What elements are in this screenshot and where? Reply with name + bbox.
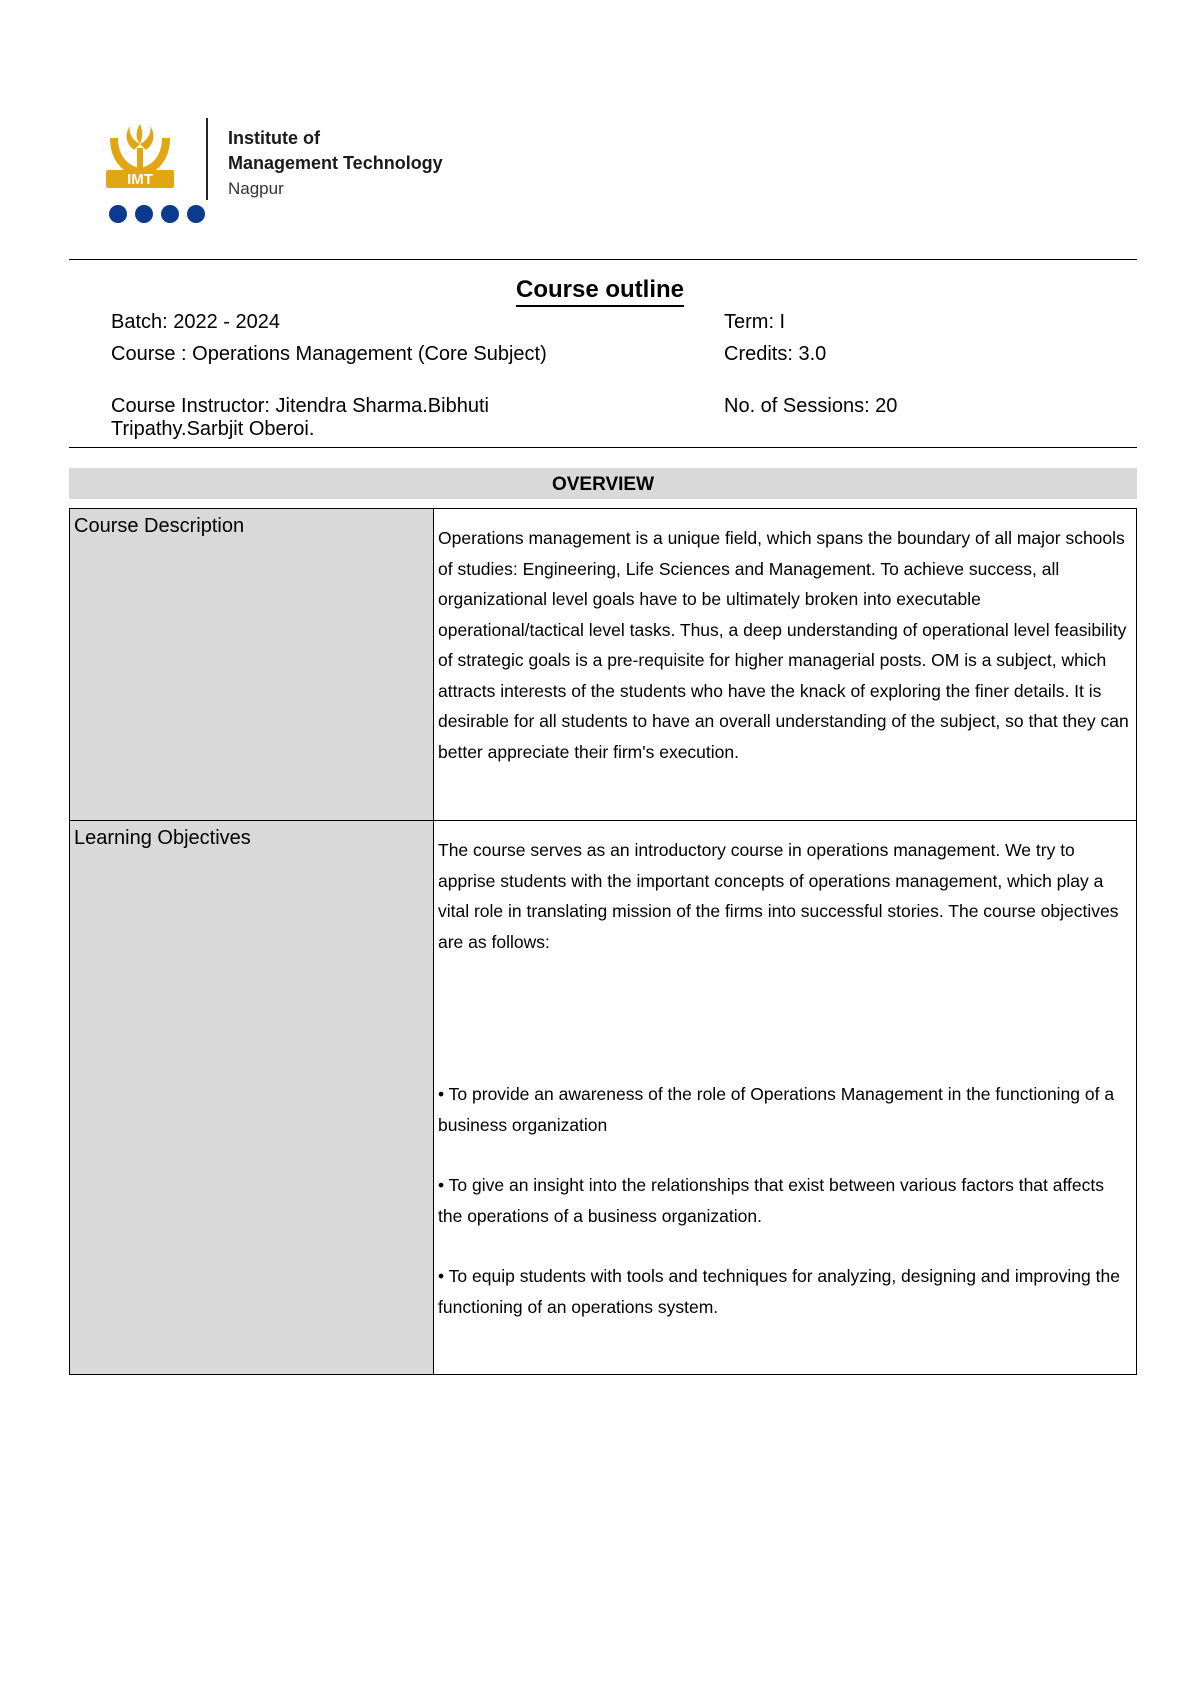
row-label-learning-objectives: Learning Objectives [70, 821, 434, 1375]
course-description-text [434, 509, 1137, 821]
logo-line-institute: Institute of [228, 128, 320, 148]
table-row [70, 509, 1137, 821]
logo-line-management: Management Technology [228, 153, 443, 173]
meta-bottom-rule [69, 447, 1137, 448]
meta-credits: Credits: 3.0 [724, 343, 827, 365]
logo-divider [206, 118, 208, 200]
meta-term: Term: I [724, 311, 786, 333]
institute-logo [104, 118, 504, 228]
spacer [438, 1231, 1130, 1261]
meta-sessions: No. of Sessions: 20 [724, 395, 898, 417]
learning-objectives-text [434, 821, 1137, 1375]
table-row [70, 821, 1137, 1375]
spacer [438, 1140, 1130, 1170]
logo-line-city: Nagpur [228, 179, 284, 198]
top-rule [69, 259, 1137, 260]
learning-objectives-intro: The course serves as an introductory course in operations management. We try to apprise students with the important concepts of operations management, which play a vital role in translating mission of the firms into successful stories. The course objectives are as follows: [438, 840, 1119, 952]
page-title-text: Course outline [516, 276, 684, 307]
overview-table [69, 508, 1137, 1375]
page-title [0, 276, 1200, 304]
meta-course: Course : Operations Management (Core Subject) [111, 343, 547, 365]
meta-instructor: Course Instructor: Jitendra Sharma.Bibhuti Tripathy.Sarbjit Oberoi. [111, 395, 489, 440]
spacer [438, 957, 1130, 1079]
overview-heading: OVERVIEW [69, 468, 1137, 499]
objective-bullet: • To equip students with tools and techniques for analyzing, designing and improving the functioning of an operations system. [438, 1266, 1120, 1317]
objective-bullet: • To give an insight into the relationships that exist between various factors that affects the operations of a business organization. [438, 1175, 1104, 1226]
logo-text [228, 126, 443, 201]
meta-batch: Batch: 2022 - 2024 [111, 311, 281, 333]
course-description-paragraph: Operations management is a unique field, which spans the boundary of all major schools of studies: Engineering, Life Sciences and Management. To achieve success, all organizational level goals have to be ultimately broken into executable operational/tactical level tasks. Thus, a deep understanding of operational level feasibility of strategic goals is a pre-requisite for higher managerial posts. OM is a subject, which attracts interests of the students who have the knack of exploring the finer details. It is desirable for all students to have an overall understanding of the subject, so that they can better appreciate their firm's execution. [438, 528, 1129, 762]
objective-bullet: • To provide an awareness of the role of Operations Management in the functioning of a business organization [438, 1084, 1115, 1135]
row-label-course-description: Course Description [70, 509, 434, 821]
logo-abbr: IMT [127, 171, 153, 188]
